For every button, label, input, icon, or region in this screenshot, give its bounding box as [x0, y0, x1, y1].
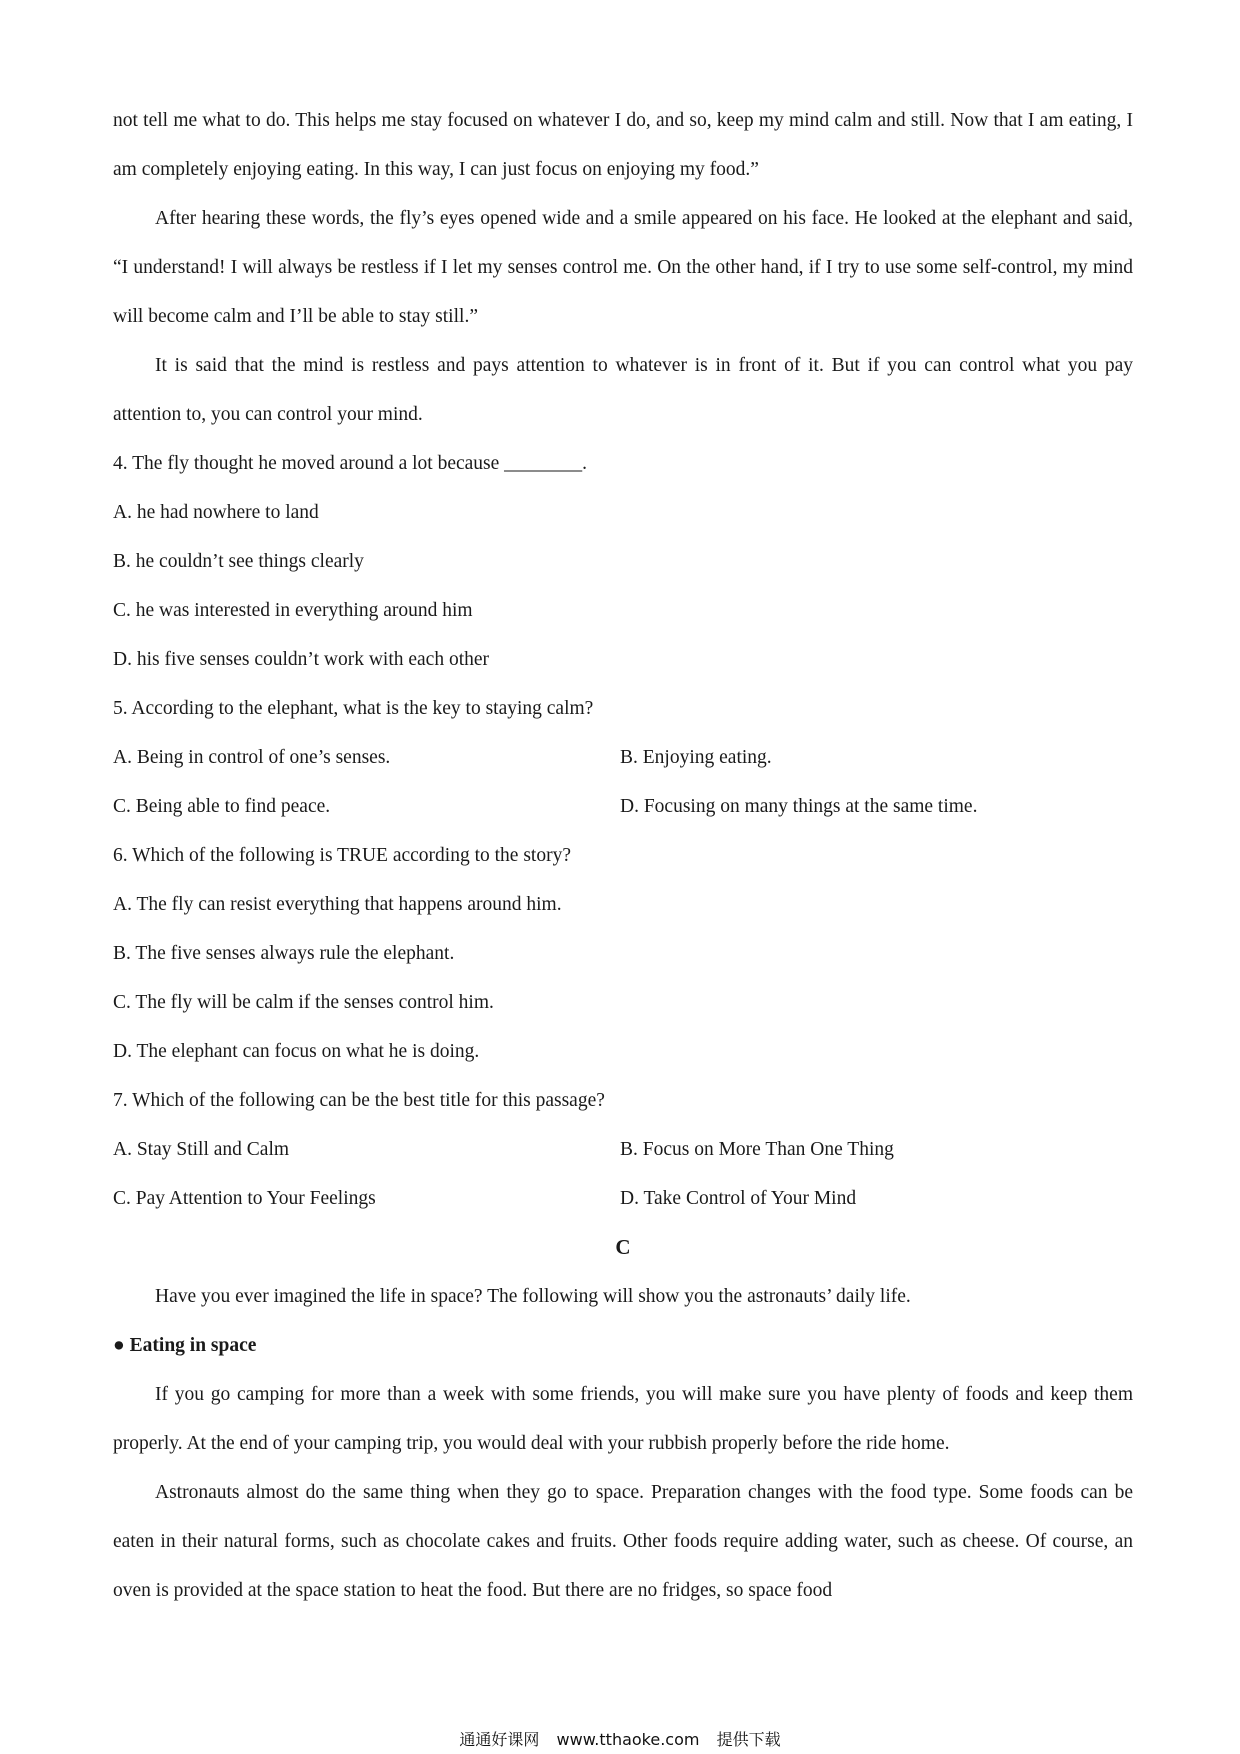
question-7-options-row-1: [113, 1125, 1133, 1174]
footer-site-name: 通通好课网: [459, 1730, 540, 1749]
question-6-option-b: B. The five senses always rule the elephant.: [113, 943, 455, 964]
question-5-option-a: A. Being in control of one’s senses.: [113, 747, 391, 768]
question-7-stem: 7. Which of the following can be the best title for this passage?: [113, 1090, 605, 1111]
passage-c-section-title: ● Eating in space: [113, 1335, 257, 1356]
passage-c-heading: C: [615, 1235, 631, 1259]
question-5-option-c: C. Being able to find peace.: [113, 796, 331, 817]
question-7-option-a: A. Stay Still and Calm: [113, 1139, 290, 1160]
question-5-stem: 5. According to the elephant, what is the key to staying calm?: [113, 698, 594, 719]
passage-b-paragraph-1: not tell me what to do. This helps me stay focused on whatever I do, and so, keep my mind calm and still. Now that I am eating, I am completely enjoying eating. In this way, I can just focus on enjoying my food.”: [113, 110, 1133, 180]
question-5-options-row-2: [113, 782, 1133, 831]
question-5-option-d: D. Focusing on many things at the same time.: [620, 796, 978, 817]
question-4-option-b: B. he couldn’t see things clearly: [113, 551, 364, 572]
page-footer: [0, 1727, 1240, 1750]
footer-note: 提供下载: [716, 1730, 781, 1749]
question-6-option-d: D. The elephant can focus on what he is doing.: [113, 1041, 480, 1062]
question-7-option-c: C. Pay Attention to Your Feelings: [113, 1188, 376, 1209]
question-4-option-c: C. he was interested in everything around him: [113, 600, 473, 621]
passage-c-paragraph-1: If you go camping for more than a week with some friends, you will make sure you have plenty of foods and keep them properly. At the end of your camping trip, you would deal with your rubbish properly before the ride home.: [113, 1384, 1133, 1454]
question-6-stem: 6. Which of the following is TRUE according to the story?: [113, 845, 571, 866]
passage-b-paragraph-3: It is said that the mind is restless and pays attention to whatever is in front of it. But if you can control what you pay attention to, you can control your mind.: [113, 355, 1133, 425]
question-7-option-d: D. Take Control of Your Mind: [620, 1188, 857, 1209]
passage-c-paragraph-2: Astronauts almost do the same thing when they go to space. Preparation changes with the food type. Some foods can be eaten in their natural forms, such as chocolate cakes and fruits. Other foods require adding water, such as cheese. Of course, an oven is provided at the space station to heat the food. But there are no fridges, so space food: [113, 1482, 1133, 1601]
question-7-option-b: B. Focus on More Than One Thing: [620, 1139, 894, 1160]
question-6-option-a: A. The fly can resist everything that happens around him.: [113, 894, 562, 915]
footer-url: www.tthaoke.com: [556, 1730, 700, 1749]
question-7-options-row-2: [113, 1174, 1133, 1223]
question-4-option-d: D. his five senses couldn’t work with each other: [113, 649, 490, 670]
passage-b-paragraph-2: After hearing these words, the fly’s eyes opened wide and a smile appeared on his face. He looked at the elephant and said, “I understand! I will always be restless if I let my senses control me. On the other hand, if I try to use some self-control, my mind will become calm and I’ll be able to stay still.”: [113, 208, 1133, 327]
document-page: [113, 96, 1133, 1615]
passage-c-intro: Have you ever imagined the life in space? The following will show you the astronauts’ daily life.: [155, 1286, 911, 1307]
question-4-stem: 4. The fly thought he moved around a lot because ________.: [113, 453, 588, 474]
question-6-option-c: C. The fly will be calm if the senses control him.: [113, 992, 494, 1013]
question-4-option-a: A. he had nowhere to land: [113, 502, 319, 523]
question-5-option-b: B. Enjoying eating.: [620, 747, 772, 768]
question-5-options-row-1: [113, 733, 1133, 782]
